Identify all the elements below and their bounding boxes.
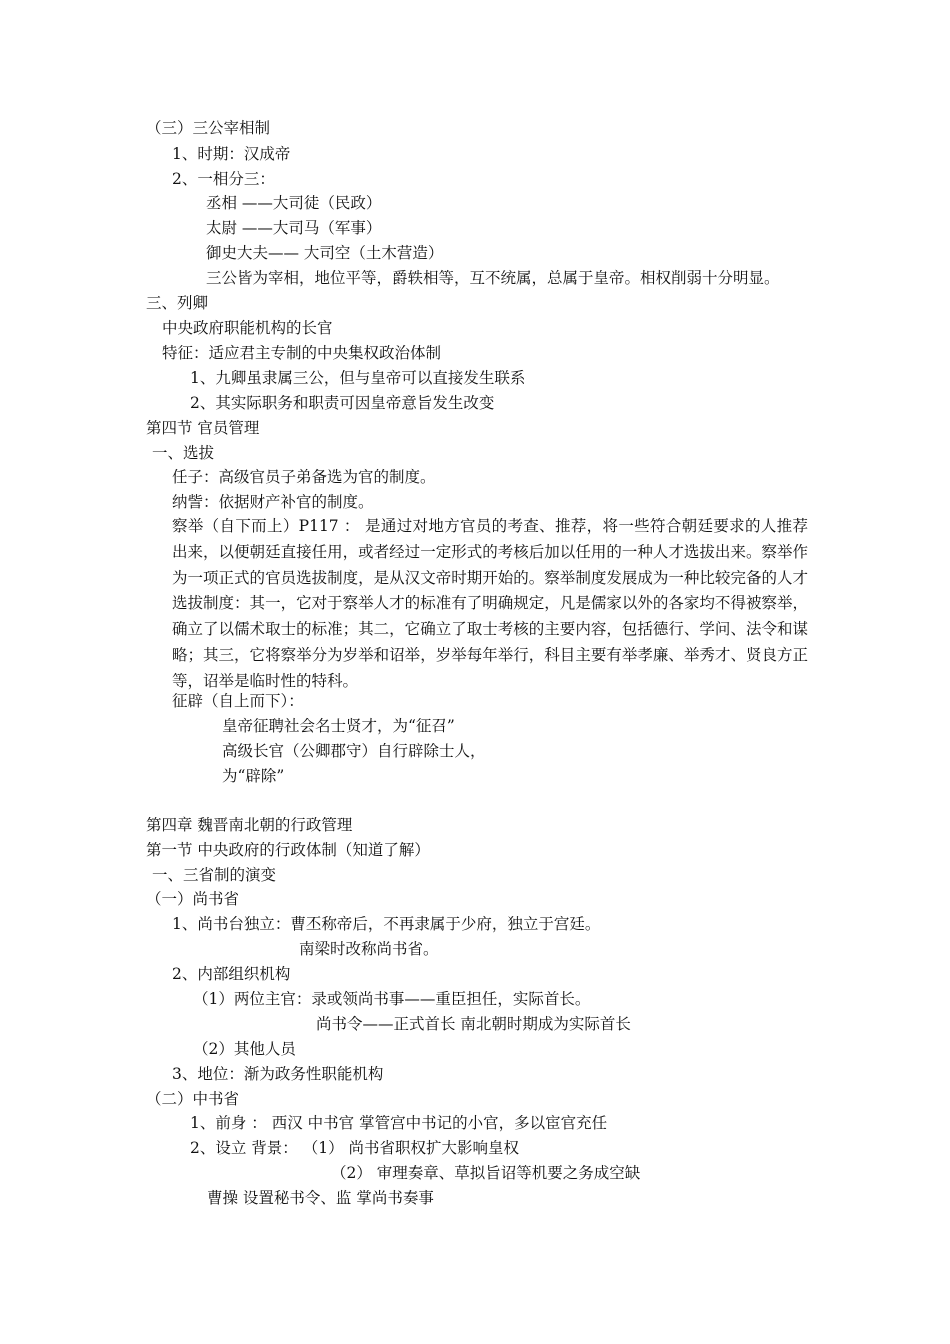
list-item: （1）两位主官：录或领尚书事——重臣担任，实际首长。: [193, 990, 591, 1008]
list-item: 丞相 ——大司徒（民政）: [206, 194, 382, 212]
section-heading: 第四节 官员管理: [146, 419, 260, 437]
list-item: 南梁时改称尚书省。: [299, 940, 439, 958]
section-heading: （一）尚书省: [146, 890, 240, 908]
section-heading: 一、选拔: [152, 444, 215, 462]
list-item: 御史大夫—— 大司空（土木营造）: [206, 244, 444, 262]
list-item: （2）其他人员: [193, 1040, 296, 1058]
list-item: 1、尚书台独立：曹丕称帝后，不再隶属于少府，独立于宫廷。: [172, 915, 601, 933]
list-item: 太尉 ——大司马（军事）: [206, 219, 382, 237]
list-item: 2、其实际职务和职责可因皇帝意旨发生改变: [190, 394, 495, 412]
paragraph: 三公皆为宰相，地位平等，爵轶相等，互不统属，总属于皇帝。相权削弱十分明显。: [206, 269, 780, 287]
list-item: 1、九卿虽隶属三公，但与皇帝可以直接发生联系: [190, 369, 526, 387]
list-item: 皇帝征聘社会名士贤才，为“征召”: [222, 717, 455, 735]
paragraph-chaju: 察举（自下而上）P117 ： 是通过对地方官员的考查、推荐，将一些符合朝廷要求的人推荐出来，以便朝廷直接任用，或者经过一定形式的考核后加以任用的一种人才选拔出来。察举作为一项正式的官员选拔制度，是从汉文帝时期开始的。察举制度发展成为一种比较完备的人才选拔制度：其一，它对于察举人才的标准有了明确规定，凡是儒家以外的各家均不得被察举，确立了以儒术取士的标准；其二，它确立了取士考核的主要内容，包括德行、学问、法令和谋略；其三，它将察举分为岁举和诏举，岁举每年举行，科目主要有举孝廉、举秀才、贤良方正等，诏举是临时性的特科。: [172, 517, 808, 690]
section-heading: （二）中书省: [146, 1090, 240, 1108]
list-item: 为“辟除”: [222, 767, 285, 785]
paragraph: 任子：高级官员子弟备选为官的制度。: [172, 468, 436, 486]
heading-three-dukes: （三）三公宰相制: [146, 119, 271, 137]
list-item: 1、时期：汉成帝: [172, 145, 291, 163]
list-item: 3、地位：渐为政务性职能机构: [172, 1065, 384, 1083]
paragraph: 特征：适应君主专制的中央集权政治体制: [162, 344, 442, 362]
section-heading: 第一节 中央政府的行政体制（知道了解）: [146, 841, 430, 859]
paragraph: 征辟（自上而下）：: [172, 692, 304, 710]
list-item: 曹操 设置秘书令、监 掌尚书奏事: [207, 1189, 434, 1207]
chapter-heading: 第四章 魏晋南北朝的行政管理: [146, 816, 353, 834]
section-heading: 三、列卿: [146, 294, 209, 312]
list-item: 1、前身 ： 西汉 中书官 掌管宫中书记的小官，多以宦官充任: [190, 1114, 608, 1132]
section-heading: 一、三省制的演变: [152, 866, 277, 884]
list-item: 2、设立 背景： （1） 尚书省职权扩大影响皇权: [190, 1139, 520, 1157]
list-item: （2） 审理奏章、草拟旨诏等机要之务成空缺: [331, 1164, 641, 1182]
paragraph: 纳訾：依据财产补官的制度。: [172, 493, 374, 511]
list-item: 尚书令——正式首长 南北朝时期成为实际首长: [316, 1015, 631, 1033]
list-item: 2、一相分三：: [172, 170, 275, 188]
list-item: 2、内部组织机构: [172, 965, 291, 983]
paragraph: 中央政府职能机构的长官: [162, 319, 333, 337]
list-item: 高级长官（公卿郡守）自行辟除士人，: [222, 742, 486, 760]
